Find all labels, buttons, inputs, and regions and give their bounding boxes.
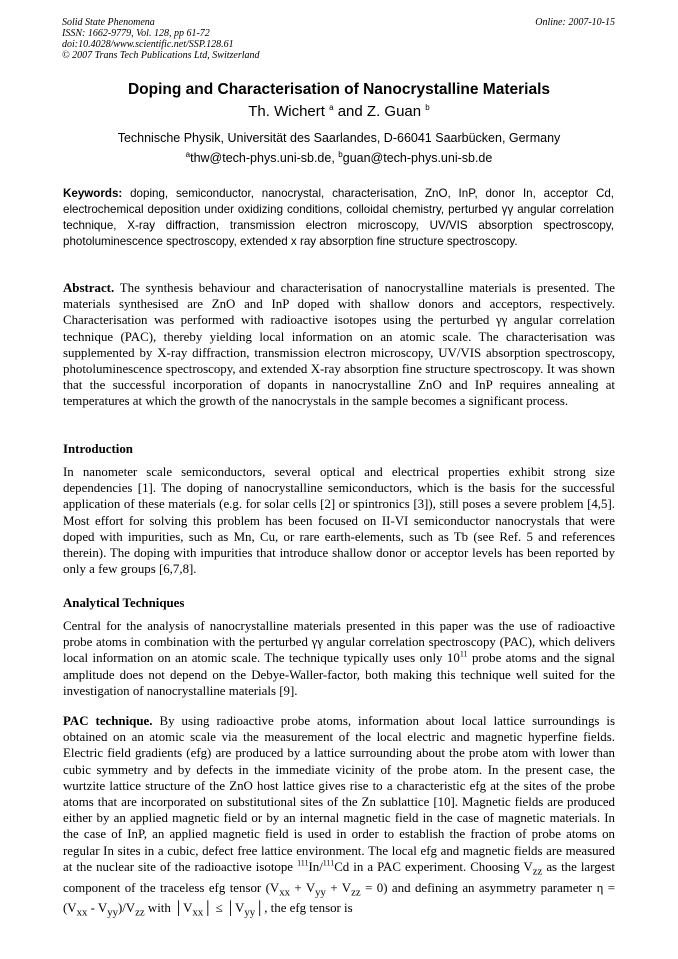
pac-text-1: By using radioactive probe atoms, information about local lattice surroundings is obtained on an atomic scale via the measurement of the local electric and magnetic hyperfine fields. Electric field gradients (efg) are produced by a lattice surrounding about the probe atom with lower than cubic symmetry and by defects in the immediate vicinity of the probe atom. In the present case, the wurtzite lattice structure of the ZnO host lattice gives rise to a characteristic efg at the sites of the probe atoms that are incorporated on substitutional sites of the Zn sublattice [10]. Magnetic fields are produced either by an applied magnetic field or by an internal magnetic field in the case of magnetic materials. In the case of InP, an applied magnetic field is used in order to establish the fraction of probe atoms on regular In sites in a cubic, defect free lattice environment. The local efg and magnetic fields are measured at the nuclear site of the radioactive isotope <box>63 714 615 874</box>
journal-issn: ISSN: 1662-9779, Vol. 128, pp 61-72 <box>62 28 210 39</box>
journal-doi: doi:10.4028/www.scientific.net/SSP.128.61 <box>62 39 234 50</box>
author-2-mark: b <box>425 103 430 112</box>
introduction-paragraph: In nanometer scale semiconductors, several optical and electrical properties exhibit strong size dependencies [1]. The doping of nanocrystalline semiconductors, which is the basis for the successful application of these materials (e.g. for solar cells [2] or spintronics [3]), still poses a severe problem [4,5]. Most effort for solving this problem has been focused on II-VI semiconductor nanocrystals that were doped with impurities, such as Mn, Cu, or rare earth-elements, such as Tb (see Ref. 5 and references therein). The doping with impurities that introduce shallow donor or acceptor levels has been reported by only a few groups [6,7,8]. <box>63 465 615 577</box>
pac-technique-paragraph <box>63 713 615 921</box>
pac-text-6: with │V <box>144 901 193 916</box>
analytical-text-2: probe atoms and the signal amplitude does not depend on the Debye-Waller-factor, both making this technique well suited for the investigation of nanocrystalline materials [9]. <box>63 651 615 698</box>
pac-text-3: as the largest component of the traceless efg tensor (V <box>63 859 615 895</box>
keywords-text: doping, semiconductor, nanocrystal, characterisation, ZnO, InP, donor In, acceptor Cd, electrochemical deposition under oxidizing conditions, colloidal chemistry, perturbed γγ angular correlation technique, X-ray diffraction, transmission electron microscopy, UV/VIS absorption spectroscopy, photoluminescence spectroscopy, extended x ray absorption fine structure spectroscopy. <box>63 187 614 248</box>
author-2: Z. Guan <box>366 103 422 120</box>
sub-xx-2: xx <box>76 906 88 919</box>
pac-text-4: = 0) and defining an asymmetry parameter η = (V <box>63 880 615 916</box>
sub-zz-2: zz <box>351 886 361 899</box>
pac-text-2: Cd in a PAC experiment. Choosing V <box>334 859 533 874</box>
journal-meta <box>62 17 260 61</box>
email-2: guan@tech-phys.uni-sb.de <box>342 151 493 165</box>
sub-zz-3: zz <box>135 906 145 919</box>
exponent: 11 <box>459 650 468 660</box>
sub-xx: xx <box>279 886 290 899</box>
online-date: Online: 2007-10-15 <box>535 17 615 28</box>
isotope-mass-1: 111 <box>297 858 309 868</box>
sub-yy-3: yy <box>244 906 256 919</box>
paper-title: Doping and Characterisation of Nanocrystalline Materials <box>127 81 551 98</box>
keywords-paragraph <box>63 186 614 250</box>
isotope-in: In/ <box>308 859 323 874</box>
introduction-heading: Introduction <box>63 442 133 456</box>
email-2-mark: b <box>338 149 343 159</box>
analytical-text-1: Central for the analysis of nanocrystalline materials presented in this paper was the use of radioactive probe atoms in combination with the perturbed γγ angular correlation spectroscopy (PAC), which delivers local information on an atomic scale. The technique typically uses only 10 <box>63 619 615 666</box>
pac-plus-1: + V <box>289 880 316 895</box>
pac-text-5: )/V <box>117 901 136 916</box>
journal-name: Solid State Phenomena <box>62 17 155 28</box>
email-line <box>0 151 678 165</box>
author-line <box>0 103 678 120</box>
sub-yy: yy <box>315 886 326 899</box>
email-1: thw@tech-phys.uni-sb.de, <box>190 151 339 165</box>
keywords-label: Keywords: <box>63 187 123 200</box>
sub-xx-3: xx <box>192 906 204 919</box>
journal-copyright: © 2007 Trans Tech Publications Ltd, Switzerland <box>62 50 260 61</box>
pac-plus-2: + V <box>325 880 352 895</box>
email-1-mark: a <box>185 149 191 159</box>
author-1-mark: a <box>329 103 334 112</box>
pac-text-8: │, the efg tensor is <box>255 901 353 916</box>
author-1: Th. Wichert <box>248 103 325 120</box>
abstract-label: Abstract. <box>63 281 115 295</box>
abstract-paragraph <box>63 280 615 410</box>
author-separator: and <box>333 103 367 120</box>
affiliation: Technische Physik, Universität des Saarlandes, D-66041 Saarbücken, Germany <box>117 131 561 145</box>
isotope-mass-2: 111 <box>322 858 335 868</box>
abstract-text: The synthesis behaviour and characterisation of nanocrystalline materials is presented. The materials synthesised are ZnO and InP doped with shallow donors and acceptors, respectively. Characterisation was performed with radioactive isotopes using the perturbed γγ angular correlation technique (PAC), thereby yielding local information on an atomic scale. The characterisation was supplemented by X-ray diffraction, transmission electron microscopy, UV/VIS absorption spectroscopy, photoluminescence spectroscopy, and extended X-ray absorption fine structure spectroscopy. It was shown that the successful incorporation of dopants in nanocrystalline ZnO and InP requires annealing at temperatures at which the growth of the nanocrystals in the sample becomes a significant process. <box>63 281 615 409</box>
sub-yy-2: yy <box>107 906 118 919</box>
analytical-techniques-paragraph <box>63 618 615 699</box>
pac-label: PAC technique. <box>63 714 153 728</box>
sub-zz: zz <box>532 865 543 878</box>
analytical-techniques-heading: Analytical Techniques <box>63 596 185 610</box>
pac-minus: - V <box>87 901 108 916</box>
pac-text-7: │ ≤ │V <box>203 901 245 916</box>
